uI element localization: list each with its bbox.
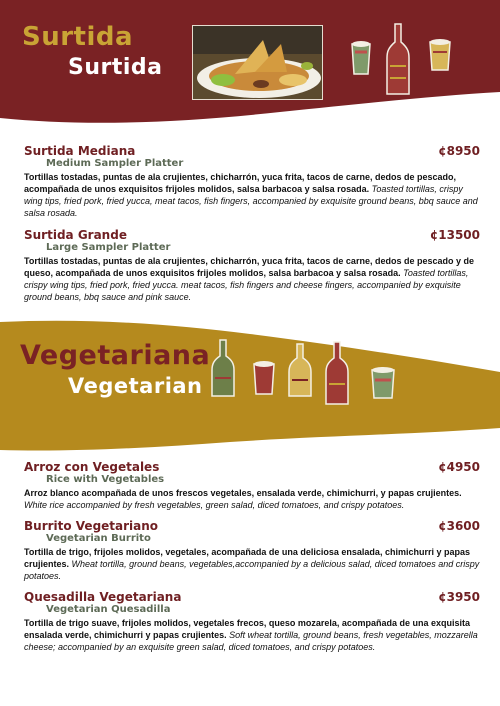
item-description [24, 617, 480, 653]
section-title-es: Surtida [22, 22, 134, 52]
item-name: Quesadilla Vegetariana [24, 590, 182, 604]
item-subtitle: Medium Sampler Platter [46, 158, 184, 169]
bottle-icon [326, 342, 348, 404]
item-description [24, 171, 480, 219]
menu-item [24, 460, 480, 511]
description-es: Tortillas tostadas, puntas de ala crujientes, chicharrón, yuca frita, tacos de carne, dedos de pescado, acompañada de unos exquisitos frijoles molidos, salsa barbacoa y salsa rosada. [24, 172, 456, 194]
bottle-icon [387, 24, 409, 94]
item-description [24, 255, 480, 303]
bottle-icon [289, 344, 311, 396]
item-price: ¢4950 [438, 460, 480, 474]
item-price: ¢3950 [438, 590, 480, 604]
section-title-en: Vegetarian [68, 374, 203, 398]
item-price: ¢8950 [438, 144, 480, 158]
glass-icon [372, 367, 394, 398]
menu-item [24, 590, 480, 653]
item-subtitle: Vegetarian Burrito [46, 533, 151, 544]
description-en: Toasted tortillas, crispy wing tips, fried pork, fried yucca. meat tacos, fish fingers and cheese fingers, accompanied by exquisite ground beans, bbq sauce and pink sauce. [24, 268, 469, 302]
item-subtitle: Large Sampler Platter [46, 242, 171, 253]
drinks-illustration [346, 22, 456, 98]
section-title-es: Vegetariana [20, 340, 211, 371]
item-name: Arroz con Vegetales [24, 460, 160, 474]
item-description [24, 487, 480, 511]
description-es: Tortilla de trigo suave, frijoles molidos, vegetales frecos, queso mozarela, acompañada de una exquisita ensalada verde, chimichurri y papas crujientes. [24, 618, 470, 640]
item-subtitle: Vegetarian Quesadilla [46, 604, 171, 615]
description-en: White rice accompanied by fresh vegetables, green salad, diced tomatoes, and crispy potatoes. [24, 500, 405, 510]
menu-item [24, 228, 480, 303]
description-en: Wheat tortilla, ground beans, vegetables,accompanied by a delicious salad, diced tomatoes and crispy potatoes. [24, 559, 480, 581]
item-name: Surtida Grande [24, 228, 127, 242]
glass-icon [254, 361, 274, 394]
item-name: Surtida Mediana [24, 144, 136, 158]
description-en: Soft wheat tortilla, ground beans, fresh vegetables, mozzarella cheese; accompanied by an exquisite green salad, diced tomatoes, and crispy potatoes. [24, 630, 478, 652]
item-description [24, 546, 480, 582]
item-price: ¢13500 [429, 228, 480, 242]
menu-item [24, 144, 480, 219]
description-es: Tortilla de trigo, frijoles molidos, vegetales, acompañada de una deliciosa ensalada, chimichurri y papas crujientes. [24, 547, 470, 569]
description-es: Arroz blanco acompañada de unos frescos vegetales, ensalada verde, chimichurri, y papas crujientes. [24, 488, 462, 498]
item-name: Burrito Vegetariano [24, 519, 159, 533]
description-en: Toasted tortillas, crispy wing tips, fried pork, fried yucca, meat tacos, fish fingers, accompanied by exquisite ground beans, bbq sauce and salsa rosada. [24, 184, 478, 218]
glass-icon [430, 39, 450, 70]
section-title-en: Surtida [68, 55, 163, 80]
sampler-platter-photo [192, 25, 323, 100]
description-es: Tortillas tostadas, puntas de ala crujientes, chicharrón, yuca frita, tacos de carne, dedos de pescado y de queso, acompañada de unos exquisitos frijoles molidos, salsa barbacoa y salsa rosada. [24, 256, 474, 278]
item-price: ¢3600 [438, 519, 480, 533]
glass-icon [352, 41, 370, 74]
menu-item [24, 519, 480, 582]
drinks-illustration [210, 338, 400, 408]
bottle-icon [212, 340, 234, 396]
item-subtitle: Rice with Vegetables [46, 474, 165, 485]
